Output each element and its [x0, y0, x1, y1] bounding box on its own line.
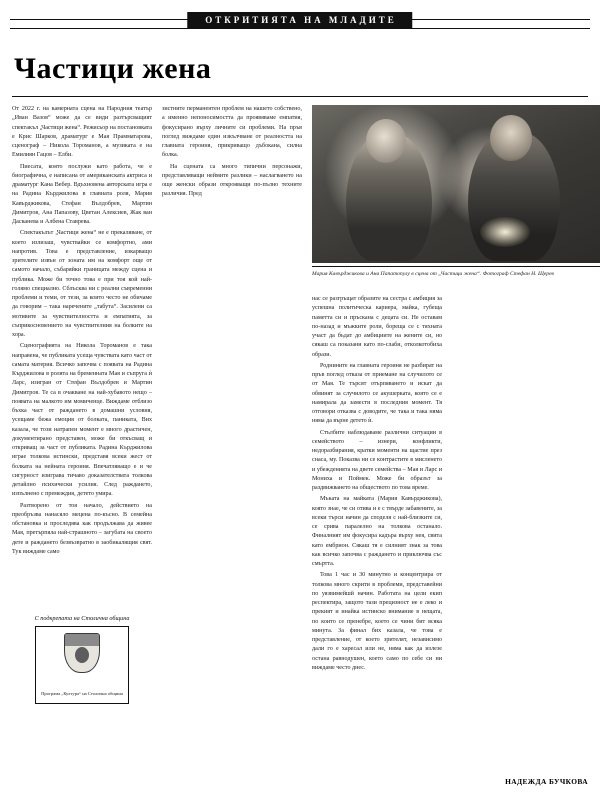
paragraph: зистните перманентен проблем на нашето собствено, а именно непоносимостта да проявяваме емпатия, фокусирано върху личните си проблеми. На пръв поглед виждаме един изкълчване от реалността на главната героиня, прикриващо дъбокана, силна болка.: [162, 106, 302, 159]
paragraph: Пиесата, която послужи като работа, че е биографична, е написана от американската актриса и драматург Кана Вебер. Вдъхновена авторската игра е на Радина Кърджилова в главната роля, Мария Кавърджикова, Стефан Вълдобрев, Мартин Димитров, Ана Папазову, Цветан Алексиев, Жак ван Дасканева и Албена Ставрева.: [12, 163, 152, 225]
photo-figure-left: [346, 133, 432, 261]
text-column-1: [12, 105, 152, 559]
photo-caption: Мария Кавърджикова и Ана Папатопулу в сцена от „Частици жена“. Фотограф Стефан Н. Щерев: [312, 271, 554, 277]
text-column-2: [162, 105, 302, 202]
paragraph: На сцената са много типични персонажи, представляващи неймите разлики – наслагването на още женски образи открояващи по-пълно техните различия. Пред: [162, 163, 302, 198]
sponsor-title: С подкрепата на Столична община: [34, 615, 130, 622]
banner-label: ОТКРИТИЯТА НА МЛАДИТЕ: [187, 12, 412, 28]
paragraph: Мъката на майката (Мария Кавърджикова), която знае, че си отива и е с твърде забавените, за всеки търси начин да споделя с най-близките си, се срива паралелно на толкова останало. Финалният им фокусира кадъра върху нея, свита като ембрион. Сякаш тя е силният знак за това как всичко започва с раждането и приключва със смъртта.: [312, 496, 442, 567]
banner-rule-bottom: [10, 28, 590, 29]
newspaper-page: [0, 8, 600, 808]
paragraph: Сценографията на Никола Тороманов е така направена, че публиката усеща чувствата като част от самата материя. Всичко започва с появата на Радина Кърджилова в ролята на бременната Мая и съпруга ѝ Ларс, изигран от Стефан Вълдобрев и Мартин Димитров. Те са в очакване на най-хубавото нещо – появата на малкото им момиченце. Виждаме отблизо бъхка част от раждането в домашни условия, усещаме бежа емоция от болката, паниката, Вих казала, че този натрапен момент е много драстичен, документирано представен, може би откъсващ и откриващ за част от публиката. Радина Кърджилова играе толкова истински, представя всеки жест от болката на нейната героиня. Впечатляващо е и че сигурност изиграва тичаво доказателствата толкова детайлно психически усилия. След раждането, изпълнено с премеждия, детето умира.: [12, 343, 152, 498]
article-body: [12, 105, 588, 805]
author-byline: НАДЕЖДА БУЧКОВА: [505, 777, 588, 786]
paragraph: Разтворено от тоя начало, действието на преобръзва нанасяло мецена по-късно. В семейна обстановка и проследява как продължава да живее Мая, претърпяла най-страшното – загубата на своето дете и раждането безвъзвратно в заобикалящия свят. Тук виждаме само: [12, 502, 152, 555]
paragraph: Това 1 час и 30 минутно и концентрира от толкова много скрити в проблеми, представейни по уязвимейшй начин. Работата на цели екип респектира, защото тази прецизност не е леко и прекият и инайка истинско внимание в нещата, по които се пренебре, което се чини бит всяка минута. За финал бих казала, че това е представление, от което зрителят, независимо дали го е харесал или не, няма как да излезе остана равнодушен, което само по себе си ни виждаме често днес.: [312, 572, 442, 671]
sponsor-label: Програма „Култура“ на Столична община: [41, 691, 123, 697]
caption-rule: [312, 266, 600, 267]
paragraph: Роднините на главната героиня не разбират на пръв поглед отказа от приемане на случилото се от Мая. Те търсят отърпяването и искат да обвинят за случилото се акушерката, която се е намирала да замести в последния момент. Тя отговори отказва с доводите, че така и така няма няма да върне детето ѝ.: [312, 362, 442, 425]
headline-rule: [12, 96, 588, 97]
paragraph: Спектакълът „Частици жена“ не е прекаляване, от което излизаш, чувствайки се комфортно, ами напротив. Това е представление, изкарващо зрителите извън от зоната им на комфорт още от самото начало, събаряйки границата между сцена и публика. Може би точно това е при тоя кой най-голямо специално. Сблъсква ни с реални съвременни проблеми и теми, от тези, за които често не обичаме да говорим – така наречените „табута“. Засилени са мотивите за чувствителността и емпатията, за съприкосновението на чувствителния на болките на хора.: [12, 230, 152, 338]
photo-figure-left-head: [366, 119, 406, 163]
section-banner: [10, 8, 590, 38]
photo-image: [312, 105, 600, 263]
paragraph: нас се разгръщат образите на сестра с амбиция за успешна политическа кариера, майка, губеща паметта си и пръскана с децата си. Не оставам по-назад и мъжките роли, бореща се с тяхната участ да бъдат до амбициите на жените си, но сякаш са показани като по-слаби, отколкотобиха образи.: [312, 296, 442, 358]
paragraph: Стълбите наблюдаваме различни ситуации в семейството – изнери, конфликти, недоразбирания, кратки моменти на щастие през снаса, му. Показва ни се контрастите в мисленето и убежденията на двете семейства – Мая и Ларс и Мониха и Поймек. Може би образът за раздвижването на обществото по това време.: [312, 429, 442, 491]
photo-highlight: [480, 217, 530, 247]
text-column-3: [312, 295, 442, 675]
page-title: Частици жена: [14, 52, 212, 85]
sponsor-block: [12, 615, 152, 704]
shield-icon: [64, 633, 100, 673]
paragraph: От 2022 г. на камерната сцена на Народния театър „Иван Вазов“ може да се види разтърсващият спектакъл „Частици жена“. Режисьор на постановката е Крис Шарков, драматург е Мая Прамматарова, сценограф – Никола Тороманов, а музиката е на Емилиян Гацов – Елби.: [12, 106, 152, 159]
article-photo-block: [312, 105, 600, 278]
coat-of-arms-icon: [62, 633, 102, 679]
sponsor-card: [35, 626, 129, 704]
photo-figure-right-head: [490, 115, 532, 161]
